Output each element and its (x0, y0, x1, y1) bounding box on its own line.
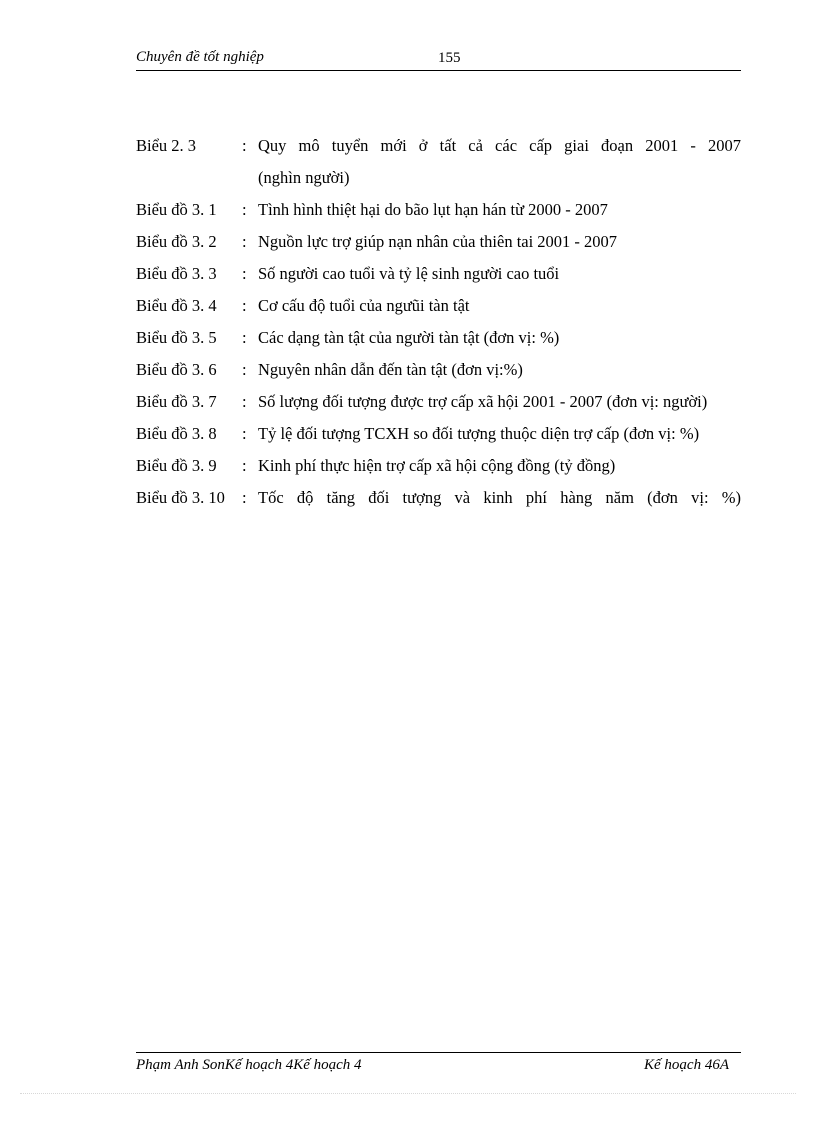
list-item (136, 354, 741, 386)
figure-caption: Các dạng tàn tật của người tàn tật (đơn vị: %) (258, 328, 560, 347)
figure-label: Biểu 2. 3 (136, 136, 197, 155)
figure-label: Biểu đồ 3. 7 (136, 392, 217, 411)
footer-class: Kế hoạch 46A (644, 1057, 729, 1073)
figure-caption: Tỷ lệ đối tượng TCXH so đối tượng thuộc diện trợ cấp (đơn vị: %) (258, 424, 700, 443)
figure-caption-continuation: (nghìn người) (258, 168, 350, 187)
list-item (136, 322, 741, 354)
colon-separator: : (242, 200, 247, 219)
figure-label: Biểu đồ 3. 3 (136, 264, 217, 283)
colon-separator: : (242, 328, 247, 347)
list-item (136, 386, 741, 418)
figure-label: Biểu đồ 3. 4 (136, 296, 217, 315)
colon-separator: : (242, 264, 247, 283)
page-footer (136, 1052, 741, 1075)
figure-caption: Tình hình thiệt hại do bão lụt hạn hán từ 2000 - 2007 (258, 200, 608, 219)
colon-separator: : (242, 232, 247, 251)
list-item (136, 290, 741, 322)
figure-label: Biểu đồ 3. 8 (136, 424, 217, 443)
figure-label: Biểu đồ 3. 2 (136, 232, 217, 251)
colon-separator: : (242, 424, 247, 443)
figure-caption: Nguyên nhân dẫn đến tàn tật (đơn vị:%) (258, 360, 523, 379)
list-item (136, 418, 741, 450)
colon-separator: : (242, 136, 247, 155)
list-item (136, 450, 741, 482)
figure-label: Biểu đồ 3. 10 (136, 488, 225, 507)
figure-caption: Cơ cấu độ tuổi của ngưũi tàn tật (258, 296, 470, 315)
figure-label: Biểu đồ 3. 5 (136, 328, 217, 347)
figure-caption: Quy mô tuyển mới ở tất cả các cấp giai đoạn 2001 - 2007 (258, 136, 741, 155)
figure-caption: Số lượng đối tượng được trợ cấp xã hội 2001 - 2007 (đơn vị: người) (258, 392, 708, 411)
page-header (136, 48, 741, 71)
figure-label: Biểu đồ 3. 1 (136, 200, 217, 219)
page-number: 155 (438, 50, 461, 66)
colon-separator: : (242, 392, 247, 411)
footer-author: Phạm Anh SonKế hoạch 4Kế hoạch 4 (136, 1057, 362, 1073)
list-item (136, 226, 741, 258)
page-edge-rule (20, 1093, 796, 1094)
figure-list (136, 130, 741, 514)
list-item (136, 130, 741, 162)
list-item (136, 194, 741, 226)
figure-label: Biểu đồ 3. 6 (136, 360, 217, 379)
colon-separator: : (242, 296, 247, 315)
list-item (136, 482, 741, 514)
colon-separator: : (242, 456, 247, 475)
list-item (136, 258, 741, 290)
figure-caption: Số người cao tuổi và tỷ lệ sinh người cao tuổi (258, 264, 560, 283)
header-title: Chuyên đề tốt nghiệp (136, 49, 264, 65)
figure-caption: Kinh phí thực hiện trợ cấp xã hội cộng đồng (tỷ đồng) (258, 456, 616, 475)
figure-caption: Nguồn lực trợ giúp nạn nhân của thiên tai 2001 - 2007 (258, 232, 618, 251)
figure-label: Biểu đồ 3. 9 (136, 456, 217, 475)
colon-separator: : (242, 360, 247, 379)
figure-caption: Tốc độ tăng đối tượng và kinh phí hàng năm (đơn vị: %) (258, 488, 741, 507)
list-item-continuation (136, 162, 741, 194)
colon-separator: : (242, 488, 247, 507)
